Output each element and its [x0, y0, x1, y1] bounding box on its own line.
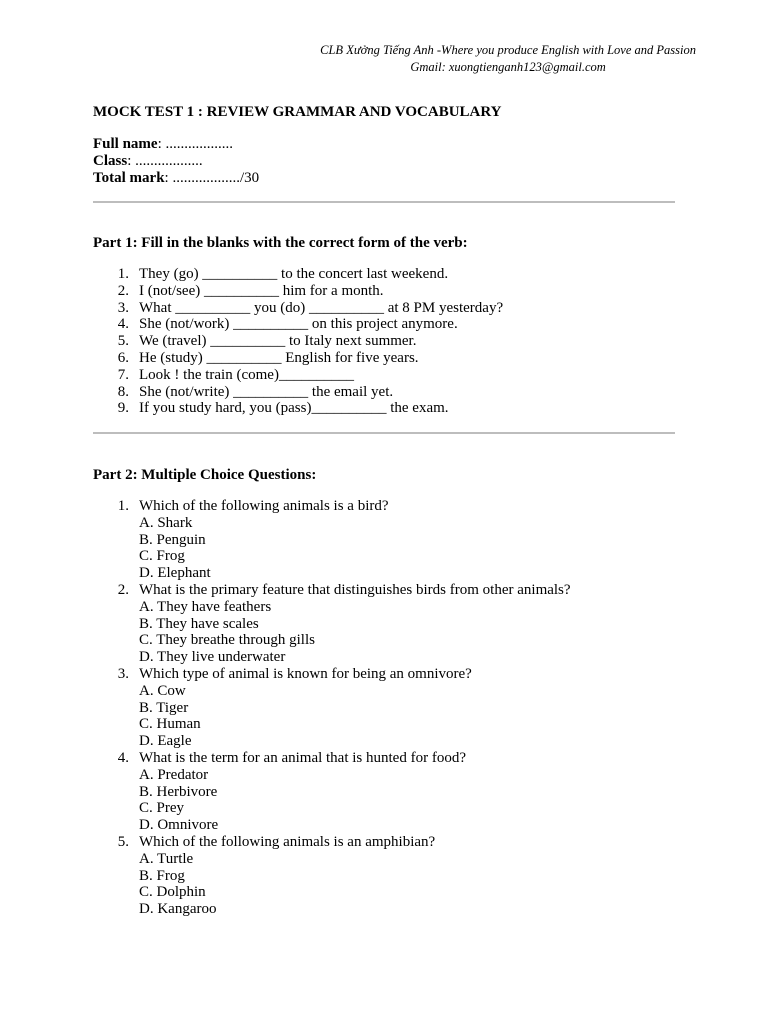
answer-option: B. They have scales [139, 615, 259, 632]
list-item [93, 367, 503, 384]
answer-option: B. Frog [139, 867, 185, 884]
item-number: 4. [117, 316, 129, 333]
answer-option: C. They breathe through gills [139, 632, 315, 649]
question-item [93, 666, 571, 750]
full-name-field [93, 136, 259, 153]
question-number: 2. [117, 581, 129, 598]
page-header [320, 42, 696, 76]
list-item [93, 333, 503, 350]
question-number: 1. [117, 498, 129, 514]
class-label: Class [93, 153, 128, 169]
question-item [93, 582, 571, 666]
item-number: 6. [117, 349, 129, 366]
item-number: 3. [117, 299, 129, 316]
part2-title: Part 2: Multiple Choice Questions: [93, 467, 317, 483]
list-item [93, 400, 503, 417]
question-number: 5. [117, 833, 129, 850]
item-text: I (not/see) __________ him for a month. [139, 282, 384, 299]
answer-option: D. They live underwater [139, 649, 286, 666]
list-item [93, 316, 503, 333]
page-title: MOCK TEST 1 : REVIEW GRAMMAR AND VOCABULARY [93, 104, 502, 120]
list-item [93, 266, 503, 283]
student-info [93, 136, 259, 187]
question-text: Which of the following animals is a bird? [139, 498, 389, 514]
total-mark-value: : ................../30 [164, 170, 260, 186]
question-item [93, 498, 571, 582]
answer-option: C. Frog [139, 548, 185, 565]
answer-option: B. Herbivore [139, 783, 218, 800]
answer-option: A. Cow [139, 682, 186, 699]
answer-option: A. Predator [139, 766, 209, 783]
answer-option: C. Human [139, 716, 201, 733]
answer-option: B. Tiger [139, 699, 189, 716]
question-item [93, 750, 571, 834]
question-item [93, 834, 571, 918]
answer-option: D. Kangaroo [139, 901, 217, 918]
question-text: What is the primary feature that distinguishes birds from other animals? [139, 581, 571, 598]
question-text: Which of the following animals is an amphibian? [139, 833, 436, 850]
list-item [93, 350, 503, 367]
list-item [93, 384, 503, 401]
item-text: We (travel) __________ to Italy next summer. [139, 333, 417, 350]
header-email-line: Gmail: xuongtienganh123@gmail.com [410, 60, 606, 74]
class-field [93, 153, 259, 170]
divider-line [93, 201, 675, 203]
item-number: 5. [117, 333, 129, 350]
question-number: 4. [117, 749, 129, 766]
item-number: 8. [117, 383, 129, 400]
answer-option: D. Elephant [139, 565, 211, 582]
part1-list [93, 266, 503, 417]
class-value: : .................. [127, 153, 203, 169]
item-text: What __________ you (do) __________ at 8 PM yesterday? [139, 299, 504, 316]
item-text: He (study) __________ English for five years. [139, 349, 419, 366]
list-item [93, 283, 503, 300]
answer-option: A. Turtle [139, 850, 194, 867]
part1-title: Part 1: Fill in the blanks with the correct form of the verb: [93, 235, 468, 251]
item-number: 7. [117, 366, 129, 383]
total-mark-label: Total mark [93, 170, 165, 186]
question-text: What is the term for an animal that is hunted for food? [139, 749, 466, 766]
divider-line [93, 432, 675, 434]
part2-list [93, 498, 571, 918]
item-text: She (not/write) __________ the email yet. [139, 383, 394, 400]
full-name-value: : .................. [157, 136, 234, 152]
question-number: 3. [117, 665, 129, 682]
answer-option: C. Prey [139, 800, 184, 817]
answer-option: D. Eagle [139, 733, 192, 750]
full-name-label: Full name [93, 136, 158, 152]
answer-option: C. Dolphin [139, 884, 206, 901]
header-club-line: CLB Xưởng Tiếng Anh -Where you produce English with Love and Passion [320, 43, 696, 57]
item-number: 9. [117, 400, 129, 417]
item-text: Look ! the train (come)__________ [139, 366, 354, 383]
item-number: 2. [117, 282, 129, 299]
total-mark-field [93, 170, 259, 187]
answer-option: D. Omnivore [139, 817, 219, 834]
item-text: She (not/work) __________ on this project anymore. [139, 316, 458, 333]
item-text: If you study hard, you (pass)__________ the exam. [139, 400, 449, 417]
answer-option: A. They have feathers [139, 598, 272, 615]
list-item [93, 300, 503, 317]
item-number: 1. [117, 266, 129, 282]
item-text: They (go) __________ to the concert last weekend. [139, 266, 449, 282]
answer-option: A. Shark [139, 514, 193, 531]
answer-option: B. Penguin [139, 531, 206, 548]
question-text: Which type of animal is known for being an omnivore? [139, 665, 472, 682]
